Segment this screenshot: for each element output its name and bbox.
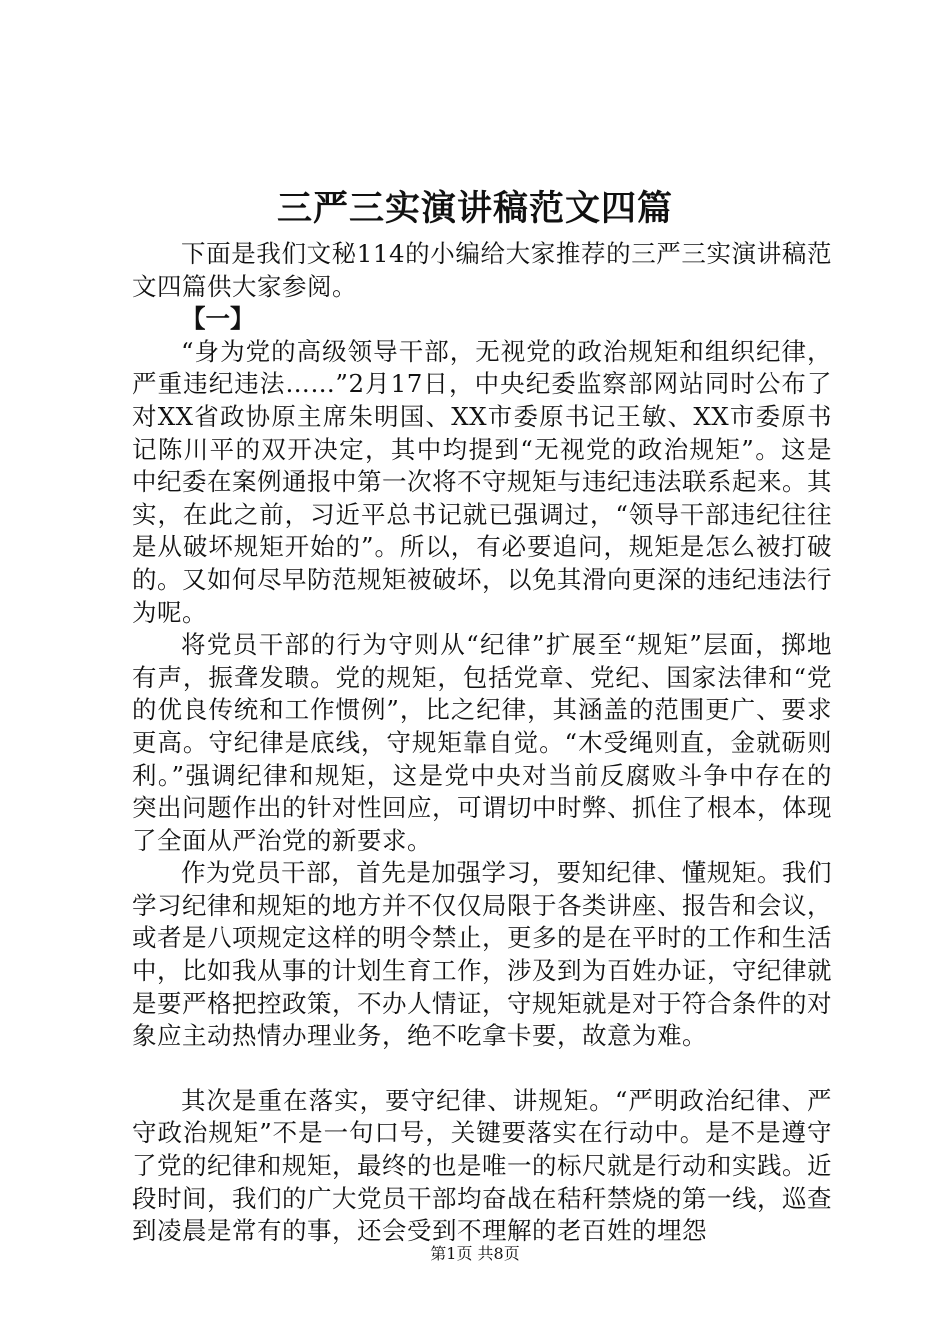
body-paragraph: 作为党员干部，首先是加强学习，要知纪律、懂规矩。我们学习纪律和规矩的地方并不仅仅局限于各类讲座、报告和会议，或者是八项规定这样的明令禁止，更多的是在平时的工作和生活中，比如我从事的计划生育工作，涉及到为百姓办证，守纪律就是要严格把控政策，不办人情证，守规矩就是对于符合条件的对象应主动热情办理业务，绝不吃拿卡要，故意为难。 (132, 858, 832, 1051)
document-body (132, 238, 832, 1248)
body-paragraph: “身为党的高级领导干部，无视党的政治规矩和组织纪律，严重违纪违法……”2月17日，中央纪委监察部网站同时公布了对XX省政协原主席朱明国、XX市委原书记王敏、XX市委原书记陈川平的双开决定，其中均提到“无视党的政治规矩”。这是中纪委在案例通报中第一次将不守规矩与违纪违法联系起来。其实，在此之前，习近平总书记就已强调过，“领导干部违纪往往是从破坏规矩开始的”。所以，有必要追问，规矩是怎么被打破的。又如何尽早防范规矩被破坏，以免其滑向更深的违纪违法行为呢。 (132, 336, 832, 627)
page-footer: 第1页 共8页 (430, 1244, 520, 1263)
body-paragraph: 将党员干部的行为守则从“纪律”扩展至“规矩”层面，掷地有声，振聋发聩。党的规矩，包括党章、党纪、国家法律和“党的优良传统和工作惯例”，比之纪律，其涵盖的范围更广、要求更高。守纪律是底线，守规矩靠自觉。“木受绳则直，金就砺则利。”强调纪律和规矩，这是党中央对当前反腐败斗争中存在的突出问题作出的针对性回应，可谓切中时弊、抓住了根本，体现了全面从严治党的新要求。 (132, 630, 832, 855)
intro-paragraph: 下面是我们文秘114的小编给大家推荐的三严三实演讲稿范文四篇供大家参阅。 (132, 239, 832, 301)
section-marker: 【一】 (181, 304, 255, 334)
document-title: 三严三实演讲稿范文四篇 (276, 188, 673, 229)
body-paragraph: 其次是重在落实，要守纪律、讲规矩。“严明政治纪律、严守政治规矩”不是一句口号，关键要落实在行动中。是不是遵守了党的纪律和规矩，最终的也是唯一的标尺就是行动和实践。近段时间，我们的广大党员干部均奋战在秸秆禁烧的第一线，巡查到凌晨是常有的事，还会受到不理解的老百姓的埋怨 (132, 1085, 832, 1246)
